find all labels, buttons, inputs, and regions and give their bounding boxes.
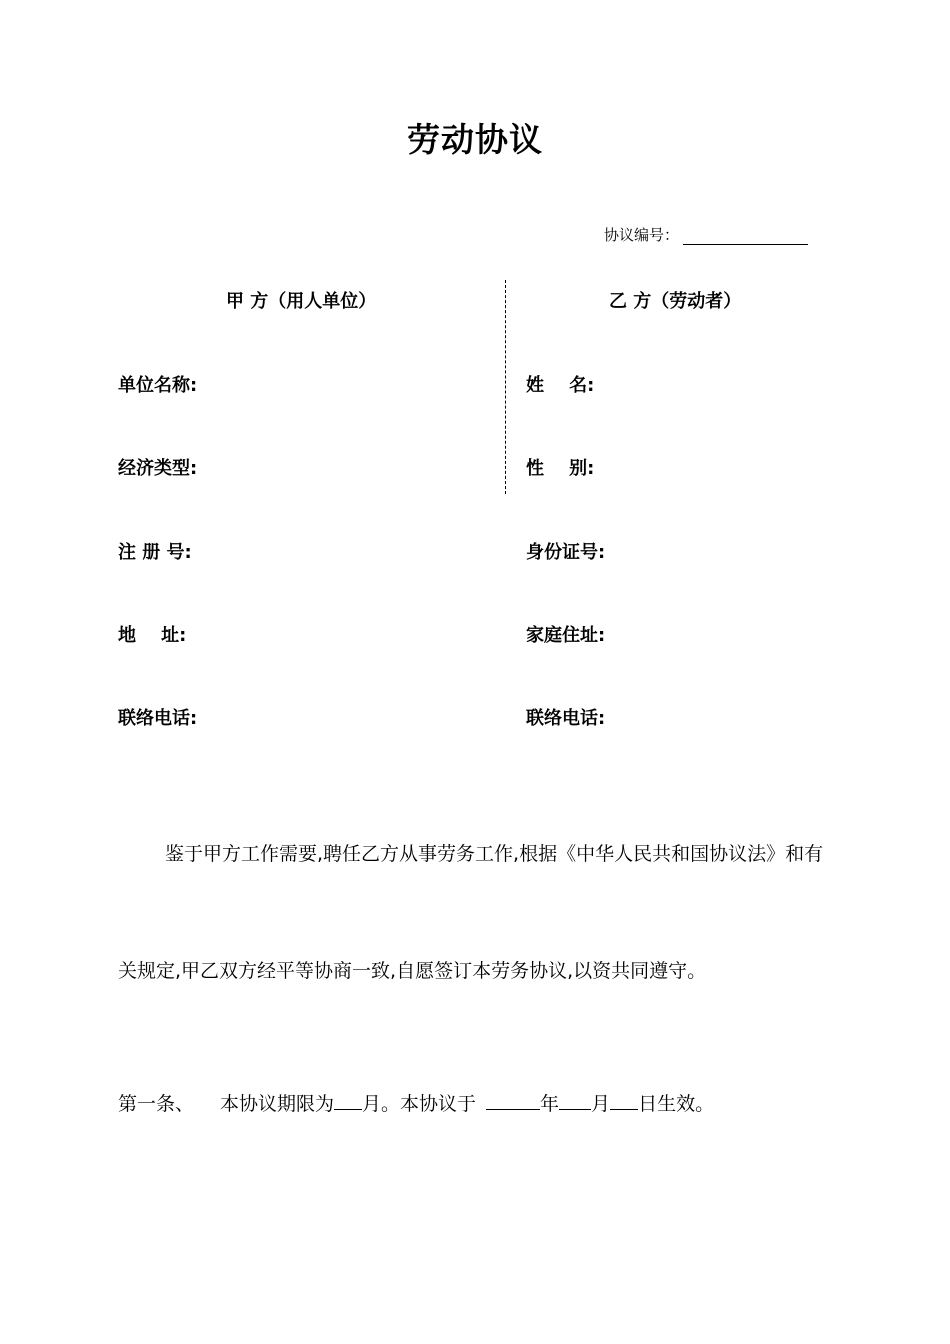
party-b-gender-label: 性 别: (526, 458, 595, 479)
contract-number-label: 协议编号： (604, 226, 680, 244)
contract-number (604, 224, 808, 245)
party-a-economic-type-label: 经济类型: (118, 458, 198, 479)
party-b-id-number-label: 身份证号: (526, 542, 606, 563)
party-a-registration-no-label: 注 册 号: (118, 542, 192, 563)
party-a-unit-name-label: 单位名称: (118, 375, 198, 396)
party-b-phone-label: 联络电话: (526, 708, 606, 729)
article-1 (118, 1089, 714, 1116)
party-a-heading: 甲 方（用人单位） (226, 291, 377, 312)
year-label: 年 (540, 1093, 560, 1115)
article-1-label: 第一条、 (118, 1093, 195, 1115)
month-blank (559, 1091, 591, 1110)
year-blank (486, 1091, 540, 1110)
party-b-home-address-label: 家庭住址: (526, 625, 606, 646)
month-label: 月 (591, 1093, 611, 1115)
article-1-effective-text: 月。本协议于 (362, 1093, 477, 1115)
party-a-phone-label: 联络电话: (118, 708, 198, 729)
article-1-term-text: 本协议期限为 (220, 1093, 335, 1115)
party-divider (505, 280, 506, 494)
contract-number-blank (683, 229, 808, 245)
party-b-name-label: 姓 名: (526, 375, 595, 396)
party-a-address-label: 地 址: (118, 625, 187, 646)
party-b-heading: 乙 方（劳动者） (609, 291, 742, 312)
day-blank (610, 1091, 638, 1110)
term-months-blank (334, 1091, 362, 1110)
intro-line-1: 鉴于甲方工作需要,聘任乙方从事劳务工作,根据《中华人民共和国协议法》和有 (165, 843, 824, 865)
document-title: 劳动协议 (407, 120, 543, 159)
day-label: 日生效。 (638, 1093, 715, 1115)
intro-line-2: 关规定,甲乙双方经平等协商一致,自愿签订本劳务协议,以资共同遵守。 (118, 960, 707, 982)
